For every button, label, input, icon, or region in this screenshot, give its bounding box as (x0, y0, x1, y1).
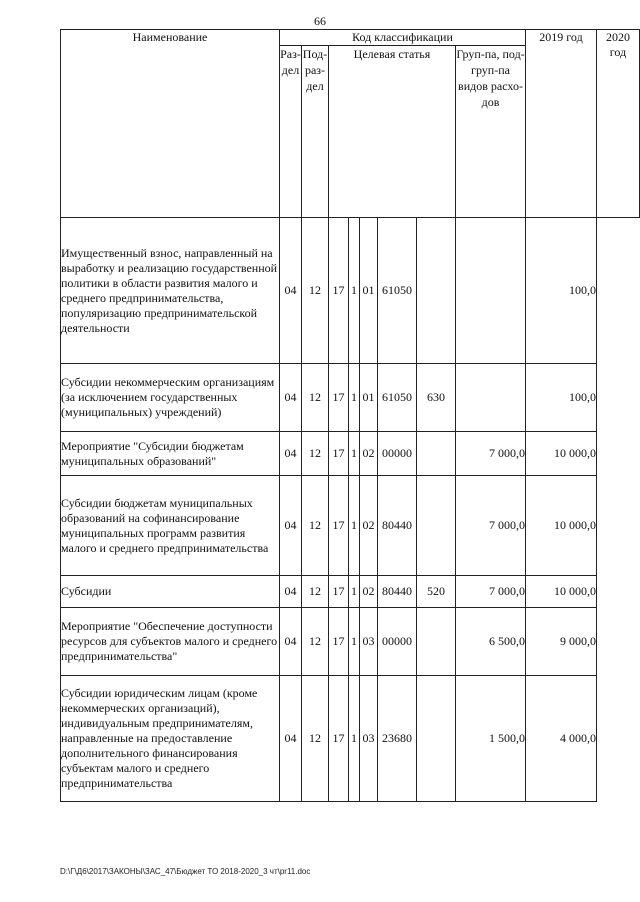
row-target-event: 03 (360, 608, 378, 676)
row-name: Субсидии юридическим лицам (кроме некоммерческих организаций), индивидуальным предпринимателям, направленные на предоставление дополнительного финансирования субъектам малого и среднего предпринимательства (61, 676, 280, 802)
row-target-program: 17 (329, 608, 349, 676)
header-year-2019: 2019 год (526, 30, 597, 218)
row-section: 04 (280, 576, 302, 608)
row-target-subprogram: 1 (349, 608, 360, 676)
row-amount-2019 (456, 364, 526, 432)
row-amount-2020: 10 000,0 (526, 476, 597, 576)
row-name: Субсидии некоммерческим организациям (за исключением государственных (муниципальных) учреждений) (61, 364, 280, 432)
header-year-2020: 2020 год (597, 30, 640, 218)
row-amount-2020: 9 000,0 (526, 608, 597, 676)
row-amount-2020: 100,0 (526, 218, 597, 364)
header-name: Наименование (61, 30, 280, 218)
row-target-direction: 23680 (378, 676, 417, 802)
row-expense-group: 520 (417, 576, 456, 608)
row-section: 04 (280, 608, 302, 676)
row-amount-2020: 4 000,0 (526, 676, 597, 802)
row-subsection: 12 (302, 364, 329, 432)
row-section: 04 (280, 218, 302, 364)
row-target-event: 01 (360, 364, 378, 432)
row-target-program: 17 (329, 432, 349, 476)
row-target-direction: 61050 (378, 364, 417, 432)
row-subsection: 12 (302, 608, 329, 676)
row-section: 04 (280, 432, 302, 476)
row-target-event: 02 (360, 576, 378, 608)
row-expense-group (417, 608, 456, 676)
row-amount-2020: 100,0 (526, 364, 597, 432)
table-row (61, 676, 640, 802)
row-target-program: 17 (329, 364, 349, 432)
row-name: Субсидии (61, 576, 280, 608)
row-subsection: 12 (302, 432, 329, 476)
row-expense-group (417, 432, 456, 476)
row-target-direction: 00000 (378, 608, 417, 676)
row-name: Имущественный взнос, направленный на выработку и реализацию государственной политики в области развития малого и среднего предпринимательства, популяризацию предпринимательской деятельности (61, 218, 280, 364)
row-amount-2019: 7 000,0 (456, 476, 526, 576)
row-expense-group: 630 (417, 364, 456, 432)
table-row (61, 476, 640, 576)
header-subsection: Под-раз-дел (302, 46, 329, 218)
row-expense-group (417, 218, 456, 364)
row-name: Мероприятие "Обеспечение доступности ресурсов для субъектов малого и среднего предпринимательства" (61, 608, 280, 676)
row-target-event: 03 (360, 676, 378, 802)
row-subsection: 12 (302, 676, 329, 802)
row-target-event: 02 (360, 476, 378, 576)
file-path-footer: D:\Г\Д6\2017\ЗАКОНЫ\ЗАС_47\Бюджет ТО 2018-2020_3 чт\pr11.doc (60, 867, 311, 876)
row-amount-2019: 7 000,0 (456, 576, 526, 608)
row-target-event: 02 (360, 432, 378, 476)
row-expense-group (417, 476, 456, 576)
row-target-direction: 00000 (378, 432, 417, 476)
table-row (61, 576, 640, 608)
row-subsection: 12 (302, 476, 329, 576)
page-number: 66 (314, 14, 326, 28)
row-target-subprogram: 1 (349, 432, 360, 476)
row-target-subprogram: 1 (349, 576, 360, 608)
row-section: 04 (280, 364, 302, 432)
header-target-article: Целевая статья (329, 46, 456, 218)
row-subsection: 12 (302, 576, 329, 608)
row-target-subprogram: 1 (349, 218, 360, 364)
row-target-program: 17 (329, 476, 349, 576)
budget-table (60, 29, 640, 802)
row-amount-2019: 1 500,0 (456, 676, 526, 802)
row-section: 04 (280, 676, 302, 802)
row-name: Субсидии бюджетам муниципальных образований на софинансирование муниципальных программ развития малого и среднего предпринимательства (61, 476, 280, 576)
row-target-program: 17 (329, 218, 349, 364)
row-target-direction: 80440 (378, 576, 417, 608)
row-amount-2019: 6 500,0 (456, 608, 526, 676)
row-target-subprogram: 1 (349, 364, 360, 432)
row-target-direction: 61050 (378, 218, 417, 364)
row-target-program: 17 (329, 676, 349, 802)
row-amount-2019: 7 000,0 (456, 432, 526, 476)
row-target-program: 17 (329, 576, 349, 608)
table-row (61, 364, 640, 432)
row-amount-2019 (456, 218, 526, 364)
row-subsection: 12 (302, 218, 329, 364)
row-target-subprogram: 1 (349, 676, 360, 802)
table-row (61, 218, 640, 364)
row-amount-2020: 10 000,0 (526, 432, 597, 476)
header-section: Раз-дел (280, 46, 302, 218)
row-amount-2020: 10 000,0 (526, 576, 597, 608)
header-expense-group: Груп-па, под-груп-па видов расхо-дов (456, 46, 526, 218)
table-row (61, 432, 640, 476)
row-expense-group (417, 676, 456, 802)
row-name: Мероприятие "Субсидии бюджетам муниципальных образований" (61, 432, 280, 476)
table-row (61, 608, 640, 676)
row-section: 04 (280, 476, 302, 576)
row-target-event: 01 (360, 218, 378, 364)
row-target-direction: 80440 (378, 476, 417, 576)
row-target-subprogram: 1 (349, 476, 360, 576)
header-code-group: Код классификации (280, 30, 526, 46)
